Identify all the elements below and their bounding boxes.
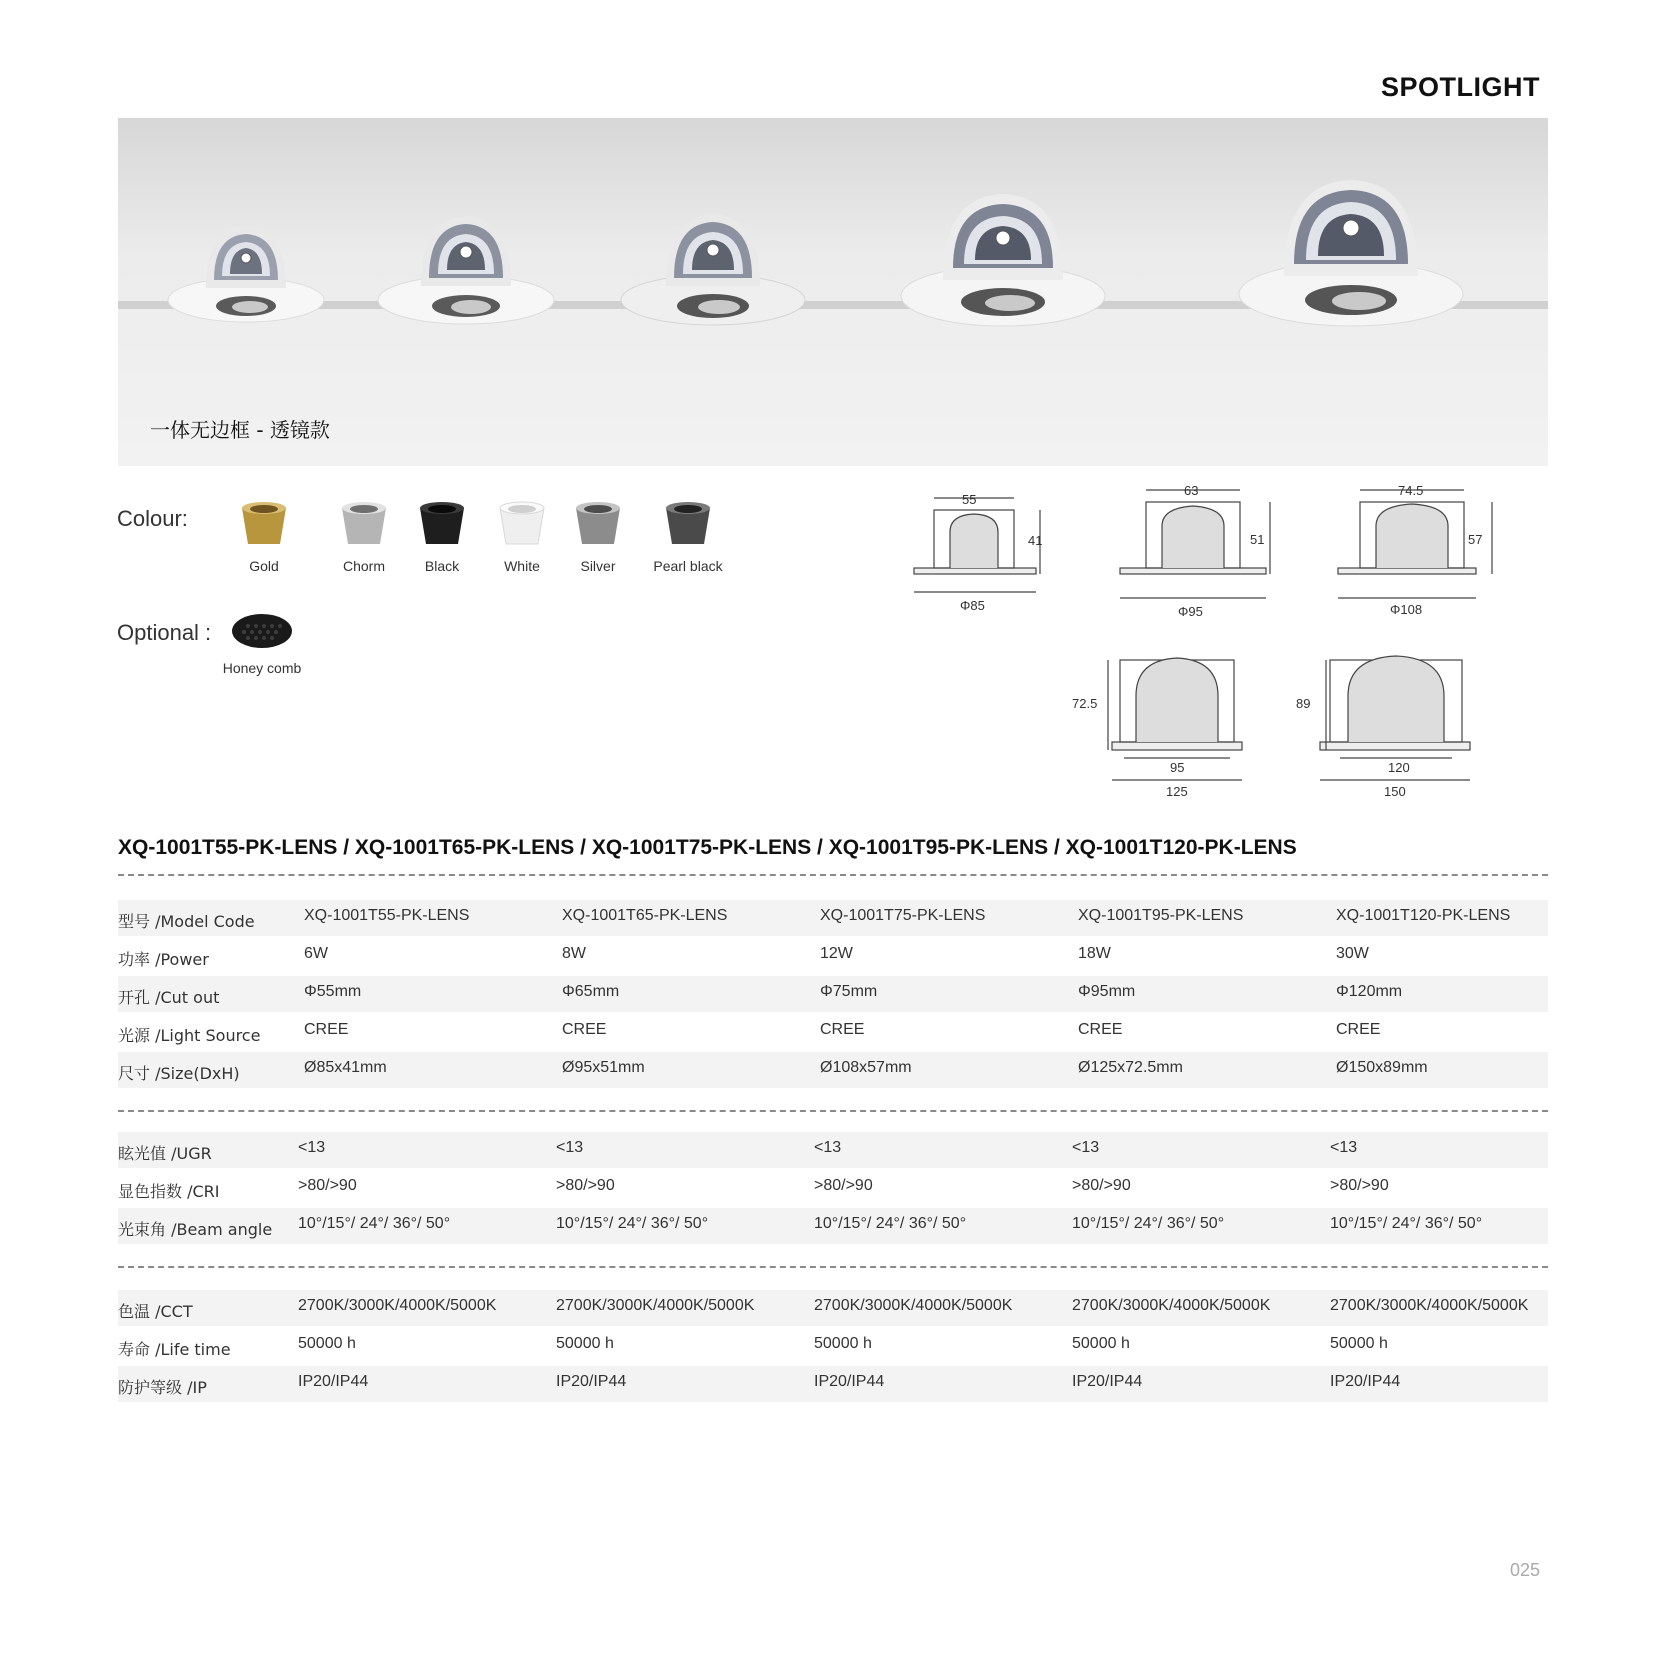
dim-t75-height: 57 xyxy=(1468,532,1483,547)
spec-row-ip xyxy=(118,1366,1548,1402)
dim-t55-height: 41 xyxy=(1028,533,1043,548)
spec-cell: Φ75mm xyxy=(820,983,878,1000)
dim-t55-top: 55 xyxy=(962,492,977,507)
optional-item-label: Honey comb xyxy=(222,660,302,676)
spec-cell: IP20/IP44 xyxy=(1072,1373,1143,1390)
spec-cell: XQ-1001T65-PK-LENS xyxy=(562,907,728,924)
swatch-pearl-black xyxy=(638,500,738,574)
spec-label: 光源 /Light Source xyxy=(118,1026,261,1045)
swatch-chorm xyxy=(324,500,404,574)
spec-cell: 50000 h xyxy=(1072,1335,1130,1352)
swatch-label: Chorm xyxy=(342,558,385,574)
spec-label: 型号 /Model Code xyxy=(118,912,255,931)
spec-cell: CREE xyxy=(562,1021,607,1038)
spec-cell: <13 xyxy=(814,1139,842,1156)
dim-t65-base: Φ95 xyxy=(1178,604,1203,619)
spec-row-power xyxy=(118,938,1548,974)
swatch-white xyxy=(482,500,562,574)
page-number: 025 xyxy=(1510,1560,1541,1580)
spec-row-size xyxy=(118,1052,1548,1088)
dim-t120-base: 150 xyxy=(1384,784,1406,799)
silver-reflector-icon xyxy=(572,500,624,548)
spec-cell: Ø95x51mm xyxy=(562,1059,645,1076)
dimension-drawings xyxy=(900,470,1540,810)
spec-cell: Ø108x57mm xyxy=(820,1059,912,1076)
spec-cell: 2700K/3000K/4000K/5000K xyxy=(556,1297,755,1314)
spec-cell: 10°/15°/ 24°/ 36°/ 50° xyxy=(814,1215,967,1232)
spec-cell: 10°/15°/ 24°/ 36°/ 50° xyxy=(556,1215,709,1232)
spec-cell: 6W xyxy=(304,945,328,962)
spec-cell: Ø150x89mm xyxy=(1336,1059,1428,1076)
product-image-t95 xyxy=(898,188,1108,328)
spec-cell: 2700K/3000K/4000K/5000K xyxy=(1072,1297,1271,1314)
colour-label: Colour: xyxy=(117,506,188,531)
spec-label: 防护等级 /IP xyxy=(118,1378,207,1397)
swatch-black xyxy=(402,500,482,574)
swatch-label: Silver xyxy=(580,558,616,574)
white-reflector-icon xyxy=(496,500,548,548)
optional-honeycomb xyxy=(212,612,312,676)
spec-cell: XQ-1001T55-PK-LENS xyxy=(304,907,470,924)
spec-row-cct xyxy=(118,1290,1548,1326)
spec-cell: IP20/IP44 xyxy=(298,1373,369,1390)
spec-cell: Φ95mm xyxy=(1078,983,1136,1000)
dim-t65-top: 63 xyxy=(1184,483,1199,498)
spec-cell: 8W xyxy=(562,945,586,962)
spec-label: 色温 /CCT xyxy=(118,1302,193,1321)
spec-cell: <13 xyxy=(1072,1139,1100,1156)
spec-cell: >80/>90 xyxy=(1072,1177,1131,1194)
black-reflector-icon xyxy=(416,500,468,548)
spec-cell: IP20/IP44 xyxy=(556,1373,627,1390)
banner-caption: 一体无边框 - 透镜款 xyxy=(150,418,330,442)
spec-cell: 10°/15°/ 24°/ 36°/ 50° xyxy=(1330,1215,1483,1232)
spec-cell: Ø85x41mm xyxy=(304,1059,387,1076)
spec-cell: CREE xyxy=(1078,1021,1123,1038)
spec-cell: <13 xyxy=(1330,1139,1358,1156)
dim-t120-inner: 120 xyxy=(1388,760,1410,775)
spec-cell: IP20/IP44 xyxy=(1330,1373,1401,1390)
swatch-silver xyxy=(558,500,638,574)
spec-label: 开孔 /Cut out xyxy=(118,988,220,1007)
spec-cell: IP20/IP44 xyxy=(814,1373,885,1390)
swatch-label: White xyxy=(504,558,540,574)
dim-t95-base: 125 xyxy=(1166,784,1188,799)
spec-cell: 50000 h xyxy=(814,1335,872,1352)
swatch-gold xyxy=(224,500,304,574)
spec-cell: 2700K/3000K/4000K/5000K xyxy=(814,1297,1013,1314)
spec-cell: >80/>90 xyxy=(1330,1177,1389,1194)
spec-cell: Φ65mm xyxy=(562,983,620,1000)
spec-cell: Φ55mm xyxy=(304,983,362,1000)
spec-cell: 2700K/3000K/4000K/5000K xyxy=(1330,1297,1529,1314)
product-image-t75 xyxy=(618,206,808,328)
swatch-label: Black xyxy=(424,558,460,574)
spec-cell: 50000 h xyxy=(556,1335,614,1352)
spec-cell: XQ-1001T75-PK-LENS xyxy=(820,907,986,924)
pearl-black-reflector-icon xyxy=(662,500,714,548)
spec-cell: CREE xyxy=(304,1021,349,1038)
spec-cell: 2700K/3000K/4000K/5000K xyxy=(298,1297,497,1314)
spec-row-model-code xyxy=(118,900,1548,936)
spec-label: 光束角 /Beam angle xyxy=(118,1220,273,1239)
spec-row-life-time xyxy=(118,1328,1548,1364)
swatch-label: Gold xyxy=(249,558,279,574)
dim-t120-height: 89 xyxy=(1296,696,1311,711)
spec-cell: <13 xyxy=(298,1139,326,1156)
section-title: SPOTLIGHT xyxy=(1381,72,1540,102)
divider xyxy=(118,1266,1548,1268)
spec-cell: >80/>90 xyxy=(814,1177,873,1194)
spec-row-beam-angle xyxy=(118,1208,1548,1244)
spec-cell: 30W xyxy=(1336,945,1369,962)
spec-row-light-source xyxy=(118,1014,1548,1050)
spec-label: 眩光值 /UGR xyxy=(118,1144,212,1163)
dim-t95-height: 72.5 xyxy=(1072,696,1098,711)
spec-label: 寿命 /Life time xyxy=(118,1340,231,1359)
divider xyxy=(118,874,1548,876)
models-heading: XQ-1001T55-PK-LENS / XQ-1001T65-PK-LENS / XQ-1001T75-PK-LENS / XQ-1001T95-PK-LENS / XQ-1001T120-PK-LENS xyxy=(118,836,1297,859)
spec-row-cri xyxy=(118,1170,1548,1206)
product-image-t120 xyxy=(1236,176,1466,328)
optional-label: Optional : xyxy=(117,620,212,645)
spec-cell: >80/>90 xyxy=(556,1177,615,1194)
product-image-t65 xyxy=(376,208,556,328)
swatch-label: Pearl black xyxy=(653,558,723,574)
spec-cell: XQ-1001T120-PK-LENS xyxy=(1336,907,1511,924)
honeycomb-icon xyxy=(230,612,294,650)
spec-cell: 12W xyxy=(820,945,853,962)
spec-cell: Ø125x72.5mm xyxy=(1078,1059,1183,1076)
spec-cell: Φ120mm xyxy=(1336,983,1403,1000)
dimension-drawing-t55 xyxy=(914,498,1043,592)
spec-cell: 50000 h xyxy=(298,1335,356,1352)
spec-cell: XQ-1001T95-PK-LENS xyxy=(1078,907,1244,924)
dim-t65-height: 51 xyxy=(1250,532,1265,547)
spec-cell: CREE xyxy=(1336,1021,1381,1038)
spec-cell: 18W xyxy=(1078,945,1111,962)
dim-t75-base: Φ108 xyxy=(1390,602,1423,617)
divider xyxy=(118,1110,1548,1112)
product-image-t55 xyxy=(166,218,326,328)
spec-cell: >80/>90 xyxy=(298,1177,357,1194)
gold-reflector-icon xyxy=(238,500,290,548)
spec-row-cut-out xyxy=(118,976,1548,1012)
dim-t95-inner: 95 xyxy=(1170,760,1185,775)
spec-cell: <13 xyxy=(556,1139,584,1156)
spec-cell: 50000 h xyxy=(1330,1335,1388,1352)
dimension-drawing-t65 xyxy=(1120,490,1270,598)
dim-t75-top: 74.5 xyxy=(1398,483,1424,498)
product-banner xyxy=(118,118,1548,466)
spec-row-ugr xyxy=(118,1132,1548,1168)
spec-label: 功率 /Power xyxy=(118,950,209,969)
spec-cell: 10°/15°/ 24°/ 36°/ 50° xyxy=(298,1215,451,1232)
chrome-reflector-icon xyxy=(338,500,390,548)
spec-label: 显色指数 /CRI xyxy=(118,1182,220,1201)
spec-label: 尺寸 /Size(DxH) xyxy=(118,1064,240,1083)
dim-t55-base: Φ85 xyxy=(960,598,985,613)
spec-cell: 10°/15°/ 24°/ 36°/ 50° xyxy=(1072,1215,1225,1232)
spec-cell: CREE xyxy=(820,1021,865,1038)
